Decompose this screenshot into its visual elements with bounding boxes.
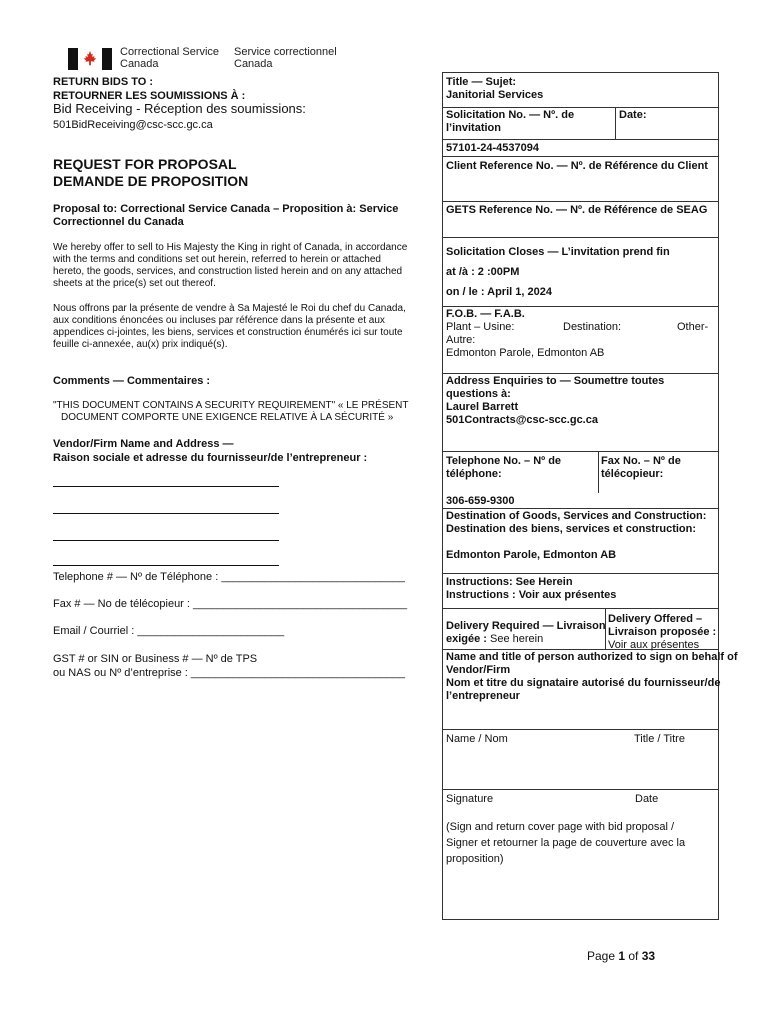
- security-line-1: "THIS DOCUMENT CONTAINS A SECURITY REQUIREMENT" « LE PRÉSENT: [53, 400, 409, 411]
- fob-other: Other-: [677, 321, 709, 333]
- gst-line-1: GST # or SIN or Business # — Nº de TPS: [53, 653, 258, 665]
- closing-time: at /à : 2 :00PM: [446, 266, 520, 278]
- page-prefix: Page: [587, 949, 619, 963]
- destination-value: Edmonton Parole, Edmonton AB: [446, 549, 617, 561]
- canada-flag-icon: [68, 48, 112, 70]
- dept-name-fr-line1: Service correctionnel: [234, 46, 337, 58]
- destination-goods: [446, 510, 706, 536]
- title-field-value: Janitorial Services: [446, 89, 544, 101]
- dept-name-en-line1: Correctional Service: [120, 46, 220, 58]
- destination-goods-en: Destination of Goods, Services and Construction:: [446, 510, 707, 522]
- vendor-label-fr: Raison sociale et adresse du fournisseur/de l’entrepreneur :: [53, 452, 368, 464]
- telephone-label-2: téléphone:: [446, 468, 502, 480]
- fob-autre: Autre:: [446, 334, 476, 346]
- fax-label: [601, 455, 681, 481]
- return-bids-en: RETURN BIDS TO :: [53, 76, 154, 88]
- client-reference-label: Client Reference No. — Nº. de Référence du Client: [446, 160, 708, 172]
- title-field-label: Title — Sujet:: [446, 76, 517, 88]
- fob-plant: Plant – Usine:: [446, 321, 515, 333]
- vendor-label-en: Vendor/Firm Name and Address —: [53, 438, 234, 450]
- title-en: REQUEST FOR PROPOSAL: [53, 156, 237, 172]
- contact-email[interactable]: 501Contracts@csc-scc.gc.ca: [446, 414, 598, 426]
- closing-date: on / le : April 1, 2024: [446, 286, 552, 298]
- vendor-name-line-1[interactable]: [53, 486, 279, 487]
- return-bids-fr: RETOURNER LES SOUMISSIONS À :: [53, 90, 246, 102]
- telephone-label-1: Telephone No. – Nº de: [446, 455, 562, 467]
- instructions: [446, 576, 616, 602]
- telephone-value: 306-659-9300: [446, 495, 515, 507]
- instructions-fr: Instructions : Voir aux présentes: [446, 589, 617, 601]
- comments-label: Comments — Commentaires :: [53, 375, 211, 387]
- solicitation-no-value: 57101-24-4537094: [446, 142, 539, 154]
- fob-label: F.O.B. — F.A.B.: [446, 308, 525, 320]
- delivery-offered-label-2: Livraison proposée :: [608, 626, 717, 638]
- enquiries-line-1: Address Enquiries to — Soumettre toutes: [446, 375, 665, 387]
- fob-destination: Destination:: [563, 321, 622, 333]
- solicitation-closes-label: Solicitation Closes — L’invitation prend fin: [446, 246, 670, 258]
- security-requirement: [53, 400, 409, 424]
- delivery-offered: [608, 613, 716, 652]
- page-of: of: [625, 949, 642, 963]
- page-current: 1: [618, 949, 626, 963]
- sign-note-3: proposition): [446, 853, 504, 865]
- offer-text-fr: Nous offrons par la présente de vendre à Sa Majesté le Roi du chef du Canada, aux conditions énoncées ou incluses par référence dans la présente et aux appendices ci-jointes, les biens, services et construction énumérés ici sur toute feuille ci-annexée, au(x) prix indiqué(s).: [53, 303, 406, 350]
- delivery-offered-label-1: Delivery Offered –: [608, 613, 703, 625]
- solicitation-no-label: [446, 109, 574, 135]
- authorized-line-3: Nom et titre du signataire autorisé du fournisseur/de: [446, 677, 721, 689]
- delivery-required-label-2: exigée :: [446, 633, 487, 645]
- signature-field-label[interactable]: Signature: [446, 793, 494, 805]
- proposal-to: Proposal to: Correctional Service Canada – Proposition à: Service Correctionnel du Canada: [53, 203, 399, 229]
- instructions-en: Instructions: See Herein: [446, 576, 573, 588]
- dept-name-fr-line2: Canada: [234, 58, 273, 70]
- delivery-required: [446, 620, 606, 646]
- document-title: [53, 156, 248, 190]
- telephone-field[interactable]: Telephone # — Nº de Téléphone : ______________________________: [53, 571, 405, 583]
- date-field-label[interactable]: Date: [635, 793, 659, 805]
- title-fr: DEMANDE DE PROPOSITION: [53, 173, 249, 189]
- sign-note-1: (Sign and return cover page with bid proposal /: [446, 821, 675, 833]
- solicitation-no-label-1: Solicitation No. — Nº. de: [446, 109, 575, 121]
- authorized-signatory: [446, 651, 738, 703]
- gst-field[interactable]: [53, 652, 405, 680]
- delivery-required-value: See herein: [490, 633, 544, 645]
- authorized-line-2: Vendor/Firm: [446, 664, 511, 676]
- vendor-name-line-4[interactable]: [53, 565, 279, 566]
- sign-return-note: [446, 819, 685, 867]
- dept-name-en-line2: Canada: [120, 58, 159, 70]
- bid-receiving-office: Bid Receiving - Réception des soumissions:: [53, 101, 306, 116]
- contact-name: Laurel Barrett: [446, 401, 519, 413]
- email-field[interactable]: Email / Courriel : ________________________: [53, 625, 285, 637]
- security-line-2: DOCUMENT COMPORTE UNE EXIGENCE RELATIVE À LA SÉCURITÉ »: [61, 412, 394, 423]
- page-number: [587, 949, 655, 963]
- telephone-label: [446, 455, 561, 481]
- title-field-label-2[interactable]: Title / Titre: [634, 733, 685, 745]
- gst-line-2: ou NAS ou Nº d’entreprise : ___________________________________: [53, 667, 406, 679]
- return-bids-label: [53, 75, 245, 103]
- vendor-name-line-2[interactable]: [53, 513, 279, 514]
- address-enquiries: [446, 375, 664, 427]
- title-field: [446, 76, 543, 102]
- gets-reference-label: GETS Reference No. — Nº. de Référence de SEAG: [446, 204, 708, 216]
- fax-field[interactable]: Fax # — No de télécopieur : ___________________________________: [53, 598, 408, 610]
- fob-value: Edmonton Parole, Edmonton AB: [446, 347, 605, 359]
- solicitation-form-panel: [442, 72, 738, 920]
- fax-label-2: télécopieur:: [601, 468, 664, 480]
- enquiries-line-2: questions à:: [446, 388, 511, 400]
- offer-text-en: We hereby offer to sell to His Majesty the King in right of Canada, in accordance with the terms and conditions set out herein, referred to herein or attached hereto, the goods, services, and construction listed herein and on any attached sheets at the price(s) set out thereof.: [53, 242, 408, 289]
- name-field-label[interactable]: Name / Nom: [446, 733, 508, 745]
- date-label: Date:: [619, 109, 647, 121]
- delivery-required-label-1: Delivery Required — Livraison: [446, 620, 606, 632]
- vendor-label: [53, 437, 367, 465]
- government-logo: [68, 46, 368, 72]
- authorized-line-1: Name and title of person authorized to sign on behalf of: [446, 651, 738, 663]
- delivery-offered-value: Voir aux présentes: [608, 639, 700, 651]
- destination-goods-fr: Destination des biens, services et construction:: [446, 523, 697, 535]
- fax-label-1: Fax No. – Nº de: [601, 455, 681, 467]
- page-total: 33: [641, 949, 656, 963]
- solicitation-no-label-2: l’invitation: [446, 122, 501, 134]
- sign-note-2: Signer et retourner la page de couverture avec la: [446, 837, 686, 849]
- authorized-line-4: l’entrepreneur: [446, 690, 520, 702]
- vendor-name-line-3[interactable]: [53, 540, 279, 541]
- bid-receiving-email[interactable]: 501BidReceiving@csc-scc.gc.ca: [53, 119, 213, 131]
